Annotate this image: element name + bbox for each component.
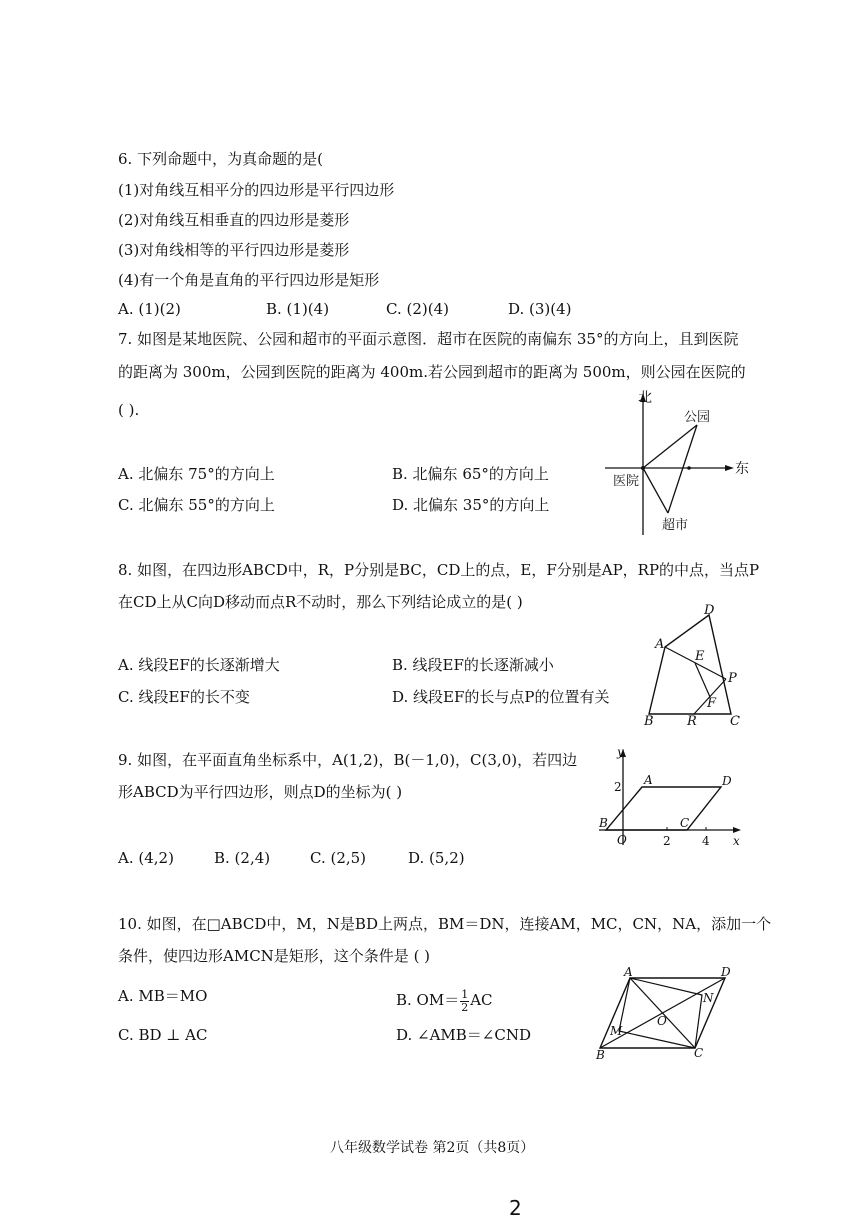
q8-stem-line2: 在CD上从C向D移动而点R不动时，那么下列结论成立的是( ) (118, 593, 523, 611)
q6-stem: 6. 下列命题中，为真命题的是( (118, 150, 323, 168)
q7-figure-park-label: 公园 (684, 410, 711, 425)
q8-option-b: B. 线段EF的长逐渐减小 (392, 656, 554, 674)
q10-option-b (396, 989, 493, 1013)
q7-option-d: D. 北偏东 35°的方向上 (392, 496, 550, 514)
q9-figure-coordinate-plane (595, 745, 745, 850)
q8-figure-label-e: E (695, 649, 705, 664)
q8-figure-label-d: D (704, 603, 715, 618)
q7-option-c: C. 北偏东 55°的方向上 (118, 496, 275, 514)
q8-figure-label-b: B (644, 714, 654, 729)
q10-figure-parallelogram (590, 965, 740, 1060)
q6-item-4: (4)有一个角是直角的平行四边形是矩形 (118, 271, 380, 289)
q9-figure-axis-y: y (617, 745, 624, 759)
q9-option-c: C. (2,5) (310, 849, 367, 867)
q10-option-b-fraction (460, 989, 469, 1013)
q9-figure-label-b: B (599, 816, 608, 830)
q10-option-c: C. BD ⊥ AC (118, 1026, 208, 1044)
q7-figure-market-label: 超市 (662, 518, 689, 533)
q10-option-b-prefix: B. OM＝ (396, 991, 460, 1010)
q10-figure-label-m: M (610, 1024, 623, 1038)
q10-figure-label-o: O (657, 1014, 667, 1028)
q10-figure-label-n: N (703, 991, 714, 1005)
q10-stem-line2: 条件，使四边形AMCN是矩形，这个条件是 ( ) (118, 947, 431, 965)
q6-item-2: (2)对角线互相垂直的四边形是菱形 (118, 211, 350, 229)
q10-option-a: A. MB＝MO (118, 987, 208, 1005)
q10-figure-label-a: A (624, 965, 633, 979)
q9-figure-tick-x4: 4 (702, 834, 710, 848)
q7-stem-line1: 7. 如图是某地医院、公园和超市的平面示意图．超市在医院的南偏东 35°的方向上，且到医院 (118, 330, 739, 348)
q8-figure-quadrilateral (636, 600, 751, 728)
q6-option-a: A. (1)(2) (118, 300, 181, 318)
q8-option-c: C. 线段EF的长不变 (118, 688, 250, 706)
q10-figure-label-c: C (694, 1046, 704, 1060)
q9-figure-label-c: C (680, 816, 690, 830)
q8-figure-label-c: C (730, 714, 740, 729)
q8-option-a: A. 线段EF的长逐渐增大 (118, 656, 280, 674)
q6-option-d: D. (3)(4) (508, 300, 572, 318)
page-number: 2 (509, 1196, 522, 1220)
q8-stem-line1: 8. 如图，在四边形ABCD中，R，P分别是BC，CD上的点，E，F分别是AP，RP的中点，当点P (118, 561, 760, 579)
q9-option-b: B. (2,4) (214, 849, 271, 867)
q6-option-b: B. (1)(4) (266, 300, 330, 318)
q8-figure-label-a: A (655, 637, 665, 652)
q10-figure-label-d: D (721, 965, 731, 979)
q6-item-3: (3)对角线相等的平行四边形是菱形 (118, 241, 350, 259)
q7-option-a: A. 北偏东 75°的方向上 (118, 465, 275, 483)
q10-stem-line1: 10. 如图，在□ABCD中，M，N是BD上两点，BM＝DN，连接AM，MC，CN，NA，添加一个 (118, 915, 772, 933)
q9-option-d: D. (5,2) (408, 849, 465, 867)
q9-option-a: A. (4,2) (118, 849, 174, 867)
page-footer: 八年级数学试卷 第2页（共8页） (330, 1140, 535, 1156)
q6-item-1: (1)对角线互相平分的四边形是平行四边形 (118, 181, 395, 199)
q9-stem-line1: 9. 如图，在平面直角坐标系中，A(1,2)，B(－1,0)，C(3,0)，若四边 (118, 751, 578, 769)
q10-option-b-numerator: 1 (461, 988, 469, 1001)
q8-figure-label-p: P (728, 671, 737, 686)
q10-figure-label-b: B (596, 1048, 605, 1062)
q6-option-c: C. (2)(4) (386, 300, 449, 318)
q9-figure-label-a: A (644, 773, 653, 787)
q9-stem-line2: 形ABCD为平行四边形，则点D的坐标为( ) (118, 783, 403, 801)
q7-option-b: B. 北偏东 65°的方向上 (392, 465, 549, 483)
q7-stem-line3: ( ). (118, 401, 140, 419)
q10-option-b-suffix: AC (470, 991, 493, 1010)
q8-figure-label-r: R (687, 714, 697, 729)
q10-option-b-denominator: 2 (461, 1000, 469, 1014)
q9-figure-tick-y2: 2 (614, 780, 622, 794)
q9-figure-axis-x: x (733, 834, 740, 848)
q9-figure-tick-x2: 2 (663, 834, 671, 848)
q7-figure-map (600, 385, 765, 537)
q8-option-d: D. 线段EF的长与点P的位置有关 (392, 688, 610, 706)
q10-option-d: D. ∠AMB＝∠CND (396, 1026, 532, 1044)
q9-figure-label-d: D (722, 774, 732, 788)
q7-figure-north-label: 北 (638, 390, 652, 406)
q7-figure-east-label: 东 (735, 461, 749, 477)
q7-figure-hospital-label: 医院 (613, 474, 640, 489)
q7-stem-line2: 的距离为 300m，公园到医院的距离为 400m.若公园到超市的距离为 500m，则公园在医院的 (118, 363, 746, 381)
q9-figure-origin-o: O (617, 833, 627, 847)
q8-figure-label-f: F (707, 696, 717, 711)
